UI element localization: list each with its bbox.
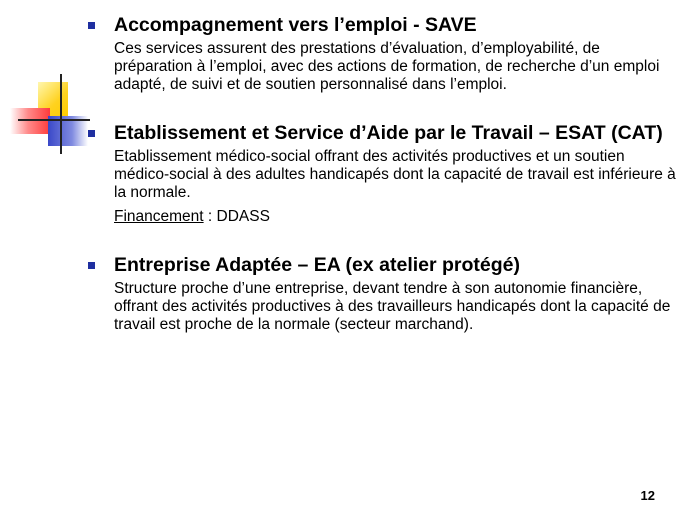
decor-vertical-line [60,74,62,154]
decor-horizontal-line [18,119,90,121]
financing-label: Financement [114,208,204,225]
financing-value: : DDASS [203,208,270,225]
financing-line [114,208,676,226]
decor-red-square [10,108,50,134]
bullet-icon [88,130,95,137]
section-esat [86,122,676,226]
bullet-icon [88,22,95,29]
section-heading: Accompagnement vers l’emploi - SAVE [114,14,477,36]
page-number: 12 [640,488,655,503]
section-save [86,14,676,94]
section-ea [86,254,676,334]
section-body: Structure proche d’une entreprise, devant tendre à son autonomie financière, offrant des activités productives à des travailleurs handicapés dont la capacité de travail est proche de la normale (secteur marchand). [114,280,671,333]
section-heading: Etablissement et Service d’Aide par le Travail – ESAT (CAT) [114,122,663,144]
section-body: Etablissement médico-social offrant des activités productives et un soutien médico-social à des adultes handicapés dont la capacité de travail est inférieure à la normale. [114,148,676,201]
bullet-icon [88,262,95,269]
section-body: Ces services assurent des prestations d’évaluation, d’employabilité, de préparation à l’emploi, avec des actions de formation, de recherche d’un emploi adapté, de suivi et de soutien personnalisé dans l’emploi. [114,40,660,93]
slide-content [86,14,676,334]
section-heading: Entreprise Adaptée – EA (ex atelier protégé) [114,254,521,276]
